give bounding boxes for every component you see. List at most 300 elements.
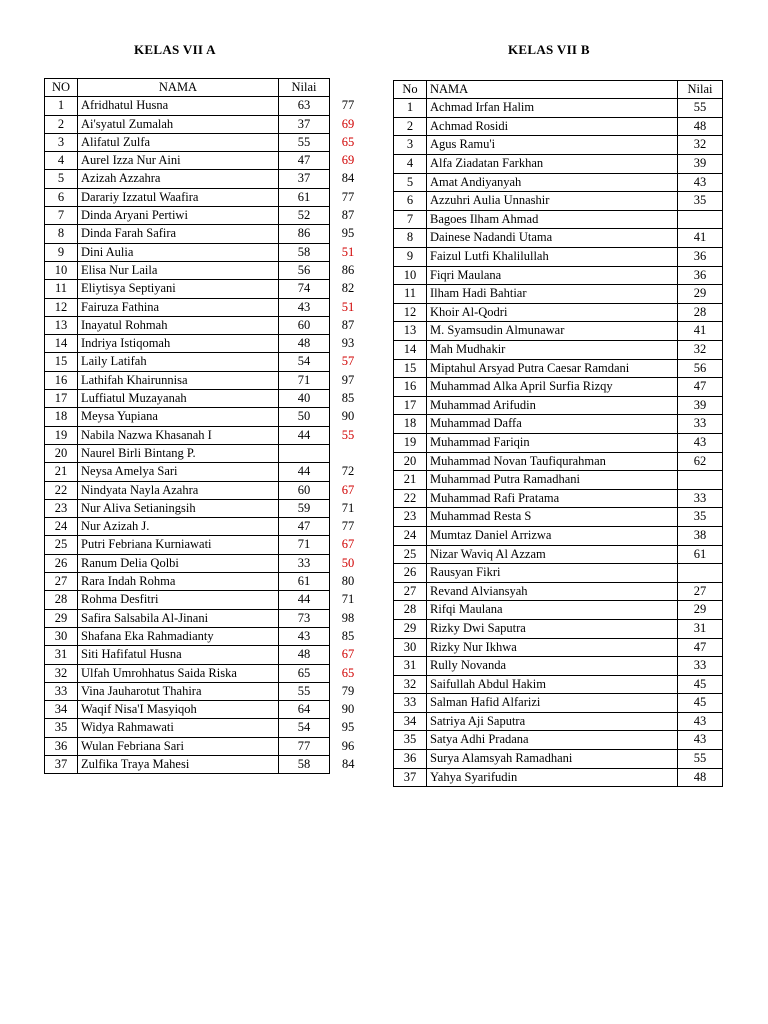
cell-nama: Achmad Rosidi bbox=[427, 117, 678, 136]
cell-no: 30 bbox=[394, 638, 427, 657]
cell-nilai: 43 bbox=[678, 173, 723, 192]
cell-nama: Muhammad Fariqin bbox=[427, 433, 678, 452]
cell-nilai: 65 bbox=[279, 664, 330, 682]
cell-nilai: 63 bbox=[279, 97, 330, 115]
cell-nama: Nindyata Nayla Azahra bbox=[78, 481, 279, 499]
cell-no: 16 bbox=[45, 371, 78, 389]
cell-nilai: 61 bbox=[279, 188, 330, 206]
header-nama: NAMA bbox=[78, 79, 279, 97]
cell-nama: Salman Hafid Alfarizi bbox=[427, 694, 678, 713]
cell-nama: Rifqi Maulana bbox=[427, 601, 678, 620]
cell-no: 36 bbox=[394, 750, 427, 769]
cell-nama: Inayatul Rohmah bbox=[78, 316, 279, 334]
kelas-vii-a-rows bbox=[45, 97, 367, 774]
cell-extra-score: 98 bbox=[341, 610, 355, 625]
cell-no: 23 bbox=[394, 508, 427, 527]
cell-nama: Luffiatul Muzayanah bbox=[78, 390, 279, 408]
cell-no: 26 bbox=[45, 554, 78, 572]
table-row bbox=[45, 591, 367, 609]
cell-nilai: 48 bbox=[678, 768, 723, 787]
header-no: No bbox=[394, 81, 427, 99]
cell-no: 3 bbox=[394, 136, 427, 155]
cell-no: 30 bbox=[45, 627, 78, 645]
cell-nilai: 41 bbox=[678, 322, 723, 341]
cell-nilai: 47 bbox=[279, 518, 330, 536]
cell-no: 29 bbox=[394, 619, 427, 638]
cell-no: 31 bbox=[45, 646, 78, 664]
cell-nama: Aurel Izza Nur Aini bbox=[78, 152, 279, 170]
table-row bbox=[394, 99, 723, 118]
table-row bbox=[45, 408, 367, 426]
header-nama: NAMA bbox=[427, 81, 678, 99]
cell-no: 8 bbox=[45, 225, 78, 243]
cell-extra-score: 51 bbox=[341, 244, 355, 259]
cell-no: 9 bbox=[45, 243, 78, 261]
cell-nama: Fairuza Fathina bbox=[78, 298, 279, 316]
cell-nilai: 59 bbox=[279, 499, 330, 517]
cell-nilai: 32 bbox=[678, 341, 723, 360]
cell-nilai: 47 bbox=[279, 152, 330, 170]
cell-nama: Muhammad Putra Ramadhani bbox=[427, 471, 678, 490]
cell-no: 32 bbox=[394, 675, 427, 694]
header-extra bbox=[330, 79, 367, 97]
cell-nama: Muhammad Daffa bbox=[427, 415, 678, 434]
cell-no: 14 bbox=[45, 335, 78, 353]
cell-no: 19 bbox=[45, 426, 78, 444]
cell-nilai: 41 bbox=[678, 229, 723, 248]
cell-nilai bbox=[678, 564, 723, 583]
cell-nama: Nabila Nazwa Khasanah I bbox=[78, 426, 279, 444]
cell-nilai: 52 bbox=[279, 207, 330, 225]
cell-no: 15 bbox=[394, 359, 427, 378]
cell-no: 32 bbox=[45, 664, 78, 682]
cell-nilai bbox=[279, 444, 330, 462]
table-row bbox=[394, 155, 723, 174]
table-row bbox=[45, 115, 367, 133]
table-row bbox=[45, 554, 367, 572]
cell-extra-score: 77 bbox=[341, 189, 355, 204]
table-row bbox=[45, 97, 367, 115]
kelas-vii-a-title: KELAS VII A bbox=[134, 42, 216, 57]
cell-extra-score: 79 bbox=[341, 683, 355, 698]
cell-no: 18 bbox=[394, 415, 427, 434]
cell-nilai: 44 bbox=[279, 463, 330, 481]
cell-extra-score: 67 bbox=[341, 482, 355, 497]
cell-extra-score: 51 bbox=[341, 299, 355, 314]
cell-nilai: 71 bbox=[279, 536, 330, 554]
cell-extra-score bbox=[330, 444, 367, 462]
cell-nama: Khoir Al-Qodri bbox=[427, 303, 678, 322]
table-row bbox=[394, 638, 723, 657]
cell-no: 1 bbox=[394, 99, 427, 118]
cell-no: 13 bbox=[45, 316, 78, 334]
cell-no: 21 bbox=[394, 471, 427, 490]
header-nilai: Nilai bbox=[279, 79, 330, 97]
cell-nilai: 77 bbox=[279, 737, 330, 755]
cell-no: 31 bbox=[394, 657, 427, 676]
cell-no: 24 bbox=[394, 526, 427, 545]
cell-no: 6 bbox=[45, 188, 78, 206]
kelas-vii-b-title: KELAS VII B bbox=[508, 42, 590, 57]
cell-nama: Dinda Farah Safira bbox=[78, 225, 279, 243]
kelas-vii-b-rows bbox=[394, 99, 723, 787]
cell-nama: Satriya Aji Saputra bbox=[427, 712, 678, 731]
table-row bbox=[45, 609, 367, 627]
cell-nilai: 36 bbox=[678, 248, 723, 267]
table-row bbox=[394, 229, 723, 248]
cell-no: 11 bbox=[45, 280, 78, 298]
cell-nilai: 60 bbox=[279, 481, 330, 499]
cell-extra-score: 55 bbox=[341, 427, 355, 442]
table-row bbox=[45, 463, 367, 481]
cell-extra-score: 84 bbox=[342, 756, 355, 771]
cell-nama: Muhammad Novan Taufiqurahman bbox=[427, 452, 678, 471]
table-row bbox=[394, 136, 723, 155]
table-row bbox=[45, 518, 367, 536]
cell-nama: Ai'syatul Zumalah bbox=[78, 115, 279, 133]
cell-no: 34 bbox=[45, 701, 78, 719]
table-row bbox=[394, 564, 723, 583]
table-row bbox=[45, 573, 367, 591]
cell-nilai: 44 bbox=[279, 426, 330, 444]
cell-nilai: 33 bbox=[678, 415, 723, 434]
table-row bbox=[394, 489, 723, 508]
cell-nama: Ilham Hadi Bahtiar bbox=[427, 285, 678, 304]
cell-nama: Neysa Amelya Sari bbox=[78, 463, 279, 481]
cell-nama: Rara Indah Rohma bbox=[78, 573, 279, 591]
cell-nama: Waqif Nisa'I Masyiqoh bbox=[78, 701, 279, 719]
kelas-vii-b-table bbox=[393, 80, 723, 787]
cell-no: 16 bbox=[394, 378, 427, 397]
cell-nama: Muhammad Rafi Pratama bbox=[427, 489, 678, 508]
cell-nama: Vina Jauharotut Thahira bbox=[78, 682, 279, 700]
table-row bbox=[394, 712, 723, 731]
cell-nama: Miptahul Arsyad Putra Caesar Ramdani bbox=[427, 359, 678, 378]
cell-nama: Revand Alviansyah bbox=[427, 582, 678, 601]
table-row bbox=[394, 582, 723, 601]
cell-nama: Muhammad Arifudin bbox=[427, 396, 678, 415]
cell-nama: Amat Andiyanyah bbox=[427, 173, 678, 192]
cell-no: 5 bbox=[45, 170, 78, 188]
cell-no: 13 bbox=[394, 322, 427, 341]
table-row bbox=[45, 701, 367, 719]
cell-nilai: 48 bbox=[279, 335, 330, 353]
cell-extra-score: 77 bbox=[341, 98, 355, 113]
cell-nama: Dainese Nadandi Utama bbox=[427, 229, 678, 248]
cell-nama: Alifatul Zulfa bbox=[78, 133, 279, 151]
cell-extra-score: 95 bbox=[341, 226, 355, 241]
kelas-vii-a-table bbox=[44, 78, 367, 774]
cell-nilai: 47 bbox=[678, 638, 723, 657]
cell-no: 10 bbox=[45, 261, 78, 279]
cell-nilai: 73 bbox=[279, 609, 330, 627]
table-row bbox=[394, 396, 723, 415]
cell-nama: Naurel Birli Bintang P. bbox=[78, 444, 279, 462]
cell-nilai: 44 bbox=[279, 591, 330, 609]
cell-nama: Rausyan Fikri bbox=[427, 564, 678, 583]
cell-extra-score: 85 bbox=[341, 628, 355, 643]
table-row bbox=[394, 433, 723, 452]
cell-nilai: 61 bbox=[279, 573, 330, 591]
cell-extra-score: 93 bbox=[341, 336, 355, 351]
cell-nama: Achmad Irfan Halim bbox=[427, 99, 678, 118]
cell-extra-score: 50 bbox=[341, 555, 355, 570]
table-row bbox=[394, 248, 723, 267]
cell-nama: Lathifah Khairunnisa bbox=[78, 371, 279, 389]
cell-nilai: 58 bbox=[279, 243, 330, 261]
table-row bbox=[394, 266, 723, 285]
table-row bbox=[45, 335, 367, 353]
table-row bbox=[45, 133, 367, 151]
cell-nilai: 37 bbox=[279, 170, 330, 188]
cell-nama: Muhammad Resta S bbox=[427, 508, 678, 527]
cell-no: 4 bbox=[45, 152, 78, 170]
table-row bbox=[45, 682, 367, 700]
cell-nama: Rizky Nur Ikhwa bbox=[427, 638, 678, 657]
cell-nama: Satya Adhi Pradana bbox=[427, 731, 678, 750]
cell-nama: Laily Latifah bbox=[78, 353, 279, 371]
cell-nilai: 35 bbox=[678, 192, 723, 211]
cell-nama: Siti Hafifatul Husna bbox=[78, 646, 279, 664]
cell-nama: Widya Rahmawati bbox=[78, 719, 279, 737]
cell-nilai: 40 bbox=[279, 390, 330, 408]
table-row bbox=[45, 353, 367, 371]
cell-nilai: 86 bbox=[279, 225, 330, 243]
cell-nilai: 31 bbox=[678, 619, 723, 638]
cell-extra-score: 71 bbox=[341, 592, 355, 607]
cell-extra-score: 82 bbox=[341, 281, 355, 296]
cell-nilai: 50 bbox=[279, 408, 330, 426]
cell-no: 19 bbox=[394, 433, 427, 452]
cell-nama: Nur Azizah J. bbox=[78, 518, 279, 536]
cell-nama: Agus Ramu'i bbox=[427, 136, 678, 155]
cell-extra-score: 69 bbox=[341, 116, 355, 131]
table-row bbox=[394, 526, 723, 545]
cell-nilai: 43 bbox=[678, 433, 723, 452]
table-header-row bbox=[394, 81, 723, 99]
cell-nama: Yahya Syarifudin bbox=[427, 768, 678, 787]
table-row bbox=[394, 192, 723, 211]
cell-nama: Shafana Eka Rahmadianty bbox=[78, 627, 279, 645]
cell-nama: Azizah Azzahra bbox=[78, 170, 279, 188]
table-row bbox=[394, 285, 723, 304]
cell-no: 27 bbox=[394, 582, 427, 601]
cell-nama: Rully Novanda bbox=[427, 657, 678, 676]
cell-nilai: 54 bbox=[279, 719, 330, 737]
cell-extra-score: 65 bbox=[341, 134, 355, 149]
cell-no: 17 bbox=[45, 390, 78, 408]
cell-nilai: 64 bbox=[279, 701, 330, 719]
cell-nama: Ulfah Umrohhatus Saida Riska bbox=[78, 664, 279, 682]
cell-no: 25 bbox=[45, 536, 78, 554]
cell-no: 23 bbox=[45, 499, 78, 517]
cell-no: 9 bbox=[394, 248, 427, 267]
table-row bbox=[45, 371, 367, 389]
table-row bbox=[45, 243, 367, 261]
cell-nama: Rizky Dwi Saputra bbox=[427, 619, 678, 638]
cell-extra-score: 87 bbox=[341, 317, 355, 332]
cell-no: 29 bbox=[45, 609, 78, 627]
table-row bbox=[45, 646, 367, 664]
table-row bbox=[45, 719, 367, 737]
table-row bbox=[45, 261, 367, 279]
table-row bbox=[45, 627, 367, 645]
cell-nama: Mah Mudhakir bbox=[427, 341, 678, 360]
cell-nilai: 55 bbox=[678, 750, 723, 769]
cell-nama: Rohma Desfitri bbox=[78, 591, 279, 609]
cell-nilai: 56 bbox=[678, 359, 723, 378]
cell-nama: Ranum Delia Qolbi bbox=[78, 554, 279, 572]
table-row bbox=[45, 536, 367, 554]
cell-nama: Meysa Yupiana bbox=[78, 408, 279, 426]
cell-nama: Dinda Aryani Pertiwi bbox=[78, 207, 279, 225]
table-row bbox=[394, 675, 723, 694]
cell-nama: Mumtaz Daniel Arrizwa bbox=[427, 526, 678, 545]
cell-nilai: 45 bbox=[678, 694, 723, 713]
cell-nilai: 29 bbox=[678, 285, 723, 304]
table-row bbox=[45, 426, 367, 444]
table-row bbox=[394, 117, 723, 136]
cell-nama: Fiqri Maulana bbox=[427, 266, 678, 285]
table-row bbox=[394, 694, 723, 713]
table-row bbox=[394, 210, 723, 229]
cell-nama: Zulfika Traya Mahesi bbox=[78, 755, 279, 773]
cell-extra-score: 90 bbox=[341, 702, 355, 717]
cell-nama: Wulan Febriana Sari bbox=[78, 737, 279, 755]
cell-extra-score: 87 bbox=[341, 208, 355, 223]
cell-no: 5 bbox=[394, 173, 427, 192]
cell-nilai: 33 bbox=[279, 554, 330, 572]
cell-extra-score: 67 bbox=[341, 647, 355, 662]
cell-no: 35 bbox=[45, 719, 78, 737]
table-row bbox=[394, 471, 723, 490]
cell-nama: Elisa Nur Laila bbox=[78, 261, 279, 279]
table-row bbox=[394, 415, 723, 434]
cell-no: 3 bbox=[45, 133, 78, 151]
table-row bbox=[394, 545, 723, 564]
cell-nama: Azzuhri Aulia Unnashir bbox=[427, 192, 678, 211]
cell-nilai: 43 bbox=[678, 712, 723, 731]
cell-no: 12 bbox=[394, 303, 427, 322]
cell-nilai: 60 bbox=[279, 316, 330, 334]
cell-nilai: 38 bbox=[678, 526, 723, 545]
cell-nilai: 55 bbox=[678, 99, 723, 118]
table-row bbox=[45, 499, 367, 517]
cell-nilai bbox=[678, 210, 723, 229]
cell-nama: Eliytisya Septiyani bbox=[78, 280, 279, 298]
cell-nilai: 74 bbox=[279, 280, 330, 298]
cell-extra-score: 71 bbox=[341, 500, 355, 515]
cell-nilai: 45 bbox=[678, 675, 723, 694]
cell-nama: Dini Aulia bbox=[78, 243, 279, 261]
cell-no: 2 bbox=[45, 115, 78, 133]
table-row bbox=[45, 316, 367, 334]
cell-nilai: 28 bbox=[678, 303, 723, 322]
cell-nama: Safira Salsabila Al-Jinani bbox=[78, 609, 279, 627]
cell-nilai: 43 bbox=[678, 731, 723, 750]
table-row bbox=[394, 341, 723, 360]
cell-no: 35 bbox=[394, 731, 427, 750]
cell-nilai: 55 bbox=[279, 682, 330, 700]
table-row bbox=[394, 452, 723, 471]
cell-nilai: 39 bbox=[678, 396, 723, 415]
cell-nilai: 29 bbox=[678, 601, 723, 620]
cell-nilai: 55 bbox=[279, 133, 330, 151]
cell-extra-score: 67 bbox=[341, 537, 355, 552]
table-row bbox=[45, 170, 367, 188]
cell-extra-score: 77 bbox=[341, 519, 355, 534]
cell-nilai: 37 bbox=[279, 115, 330, 133]
cell-nama: Afridhatul Husna bbox=[78, 97, 279, 115]
cell-no: 21 bbox=[45, 463, 78, 481]
cell-no: 11 bbox=[394, 285, 427, 304]
cell-nilai: 62 bbox=[678, 452, 723, 471]
cell-no: 26 bbox=[394, 564, 427, 583]
cell-no: 17 bbox=[394, 396, 427, 415]
table-row bbox=[394, 322, 723, 341]
cell-no: 12 bbox=[45, 298, 78, 316]
table-row bbox=[394, 768, 723, 787]
table-row bbox=[394, 359, 723, 378]
cell-nilai: 33 bbox=[678, 489, 723, 508]
cell-nama: Indriya Istiqomah bbox=[78, 335, 279, 353]
table-row bbox=[394, 303, 723, 322]
cell-no: 22 bbox=[45, 481, 78, 499]
cell-nilai: 71 bbox=[279, 371, 330, 389]
table-row bbox=[45, 207, 367, 225]
cell-no: 6 bbox=[394, 192, 427, 211]
table-row bbox=[45, 755, 367, 773]
cell-no: 37 bbox=[394, 768, 427, 787]
cell-extra-score: 84 bbox=[341, 171, 355, 186]
cell-nama: Darariy Izzatul Waafira bbox=[78, 188, 279, 206]
cell-nilai: 47 bbox=[678, 378, 723, 397]
cell-extra-score: 72 bbox=[341, 464, 355, 479]
cell-no: 28 bbox=[45, 591, 78, 609]
cell-nilai: 48 bbox=[678, 117, 723, 136]
cell-extra-score: 85 bbox=[341, 391, 355, 406]
cell-extra-score: 57 bbox=[341, 354, 355, 369]
cell-nilai: 32 bbox=[678, 136, 723, 155]
cell-extra-score: 69 bbox=[341, 153, 355, 168]
cell-no: 8 bbox=[394, 229, 427, 248]
cell-nama: Alfa Ziadatan Farkhan bbox=[427, 155, 678, 174]
cell-extra-score: 80 bbox=[341, 574, 355, 589]
table-row bbox=[394, 619, 723, 638]
cell-nilai: 39 bbox=[678, 155, 723, 174]
table-row bbox=[45, 188, 367, 206]
cell-no: 33 bbox=[45, 682, 78, 700]
cell-nama: M. Syamsudin Almunawar bbox=[427, 322, 678, 341]
table-row bbox=[45, 390, 367, 408]
cell-no: 33 bbox=[394, 694, 427, 713]
table-row bbox=[45, 280, 367, 298]
cell-extra-score: 65 bbox=[341, 665, 355, 680]
table-row bbox=[45, 298, 367, 316]
cell-extra-score: 97 bbox=[341, 372, 355, 387]
cell-no: 28 bbox=[394, 601, 427, 620]
cell-no: 36 bbox=[45, 737, 78, 755]
cell-no: 7 bbox=[45, 207, 78, 225]
cell-extra-score: 90 bbox=[341, 409, 355, 424]
cell-no: 18 bbox=[45, 408, 78, 426]
header-nilai: Nilai bbox=[678, 81, 723, 99]
cell-nilai: 43 bbox=[279, 627, 330, 645]
table-row bbox=[45, 225, 367, 243]
cell-nilai: 54 bbox=[279, 353, 330, 371]
cell-nama: Putri Febriana Kurniawati bbox=[78, 536, 279, 554]
cell-no: 37 bbox=[45, 755, 78, 773]
